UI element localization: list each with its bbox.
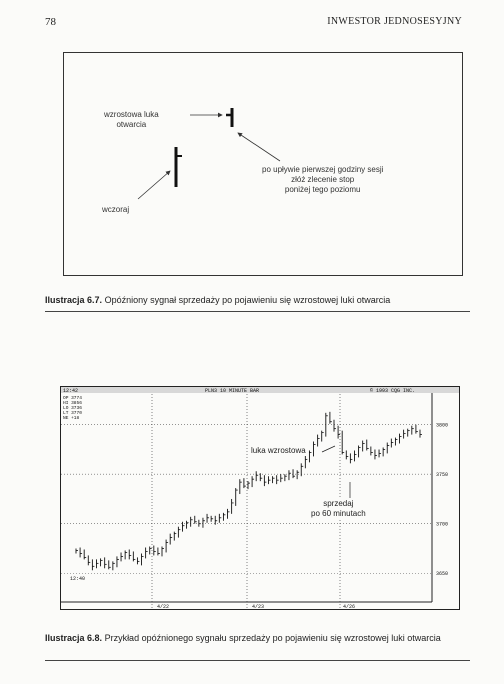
- caption-rule-bottom: [45, 660, 470, 661]
- caption-6-8-text: Przykład opóźnionego sygnału sprzedaży po pojawieniu się wzrostowej luki otwarcia: [104, 633, 441, 643]
- chart-header-copyright: © 1993 CQG INC.: [370, 388, 416, 394]
- figure-6-7-panel: [63, 52, 463, 276]
- stop-arrow: [238, 133, 280, 161]
- label-gap-line2: otwarcia: [116, 120, 147, 129]
- annotation-sell-line1: sprzedaj: [323, 499, 354, 508]
- quote-lt: LT 3770: [63, 411, 82, 416]
- label-yesterday: wczoraj: [102, 205, 130, 214]
- caption-6-8: [45, 632, 441, 644]
- quote-hi: HI 3856: [63, 401, 82, 406]
- yesterday-arrow: [138, 171, 170, 199]
- label-stop: [262, 165, 383, 195]
- bar-chart: [60, 386, 460, 610]
- running-title: INWESTOR JEDNOSESYJNY: [327, 16, 462, 27]
- y-tick-label: 3750: [436, 472, 449, 479]
- page-number: 78: [45, 16, 56, 28]
- date-label-2: 4/23: [252, 604, 265, 610]
- caption-rule-top: [45, 311, 470, 312]
- label-stop-line3: poniżej tego poziomu: [284, 185, 361, 194]
- label-gap-line1: wzrostowa luka: [104, 110, 159, 119]
- chart-header-time: 12:42: [63, 388, 79, 394]
- quote-op: OP 3774: [63, 396, 82, 401]
- gap-bar: [226, 108, 232, 127]
- label-stop-line1: po upływie pierwszej godziny sesji: [262, 165, 384, 174]
- yesterday-bar: [176, 147, 182, 187]
- date-label-1: 4/22: [157, 604, 170, 610]
- label-gap: [104, 110, 159, 130]
- caption-6-7-label: Ilustracja 6.7.: [45, 295, 103, 305]
- annotation-gap: luka wzrostowa: [251, 446, 306, 455]
- y-tick-label: 3650: [436, 571, 449, 578]
- quote-lo: LO 3736: [63, 406, 82, 411]
- caption-6-7-text: Opóźniony sygnał sprzedaży po pojawieniu się wzrostowej luki otwarcia: [104, 295, 391, 305]
- y-tick-label: 3700: [436, 521, 449, 528]
- caption-6-7: [45, 294, 390, 306]
- chart-frame: [61, 387, 460, 610]
- annotation-sell-line2: po 60 minutach: [311, 509, 366, 518]
- figure-6-8-chart: [60, 386, 460, 615]
- annotation-sell: [310, 499, 367, 519]
- quote-ne: NE +18: [63, 416, 80, 421]
- y-tick-label: 3800: [436, 422, 449, 429]
- label-stop-line2: złóż zlecenie stop: [291, 175, 355, 184]
- bottom-left-time: 12:40: [70, 576, 86, 582]
- chart-header-title: PLN3 10 MINUTE BAR: [205, 388, 260, 394]
- caption-6-8-label: Ilustracja 6.8.: [45, 633, 103, 643]
- date-label-3: 4/26: [343, 604, 356, 610]
